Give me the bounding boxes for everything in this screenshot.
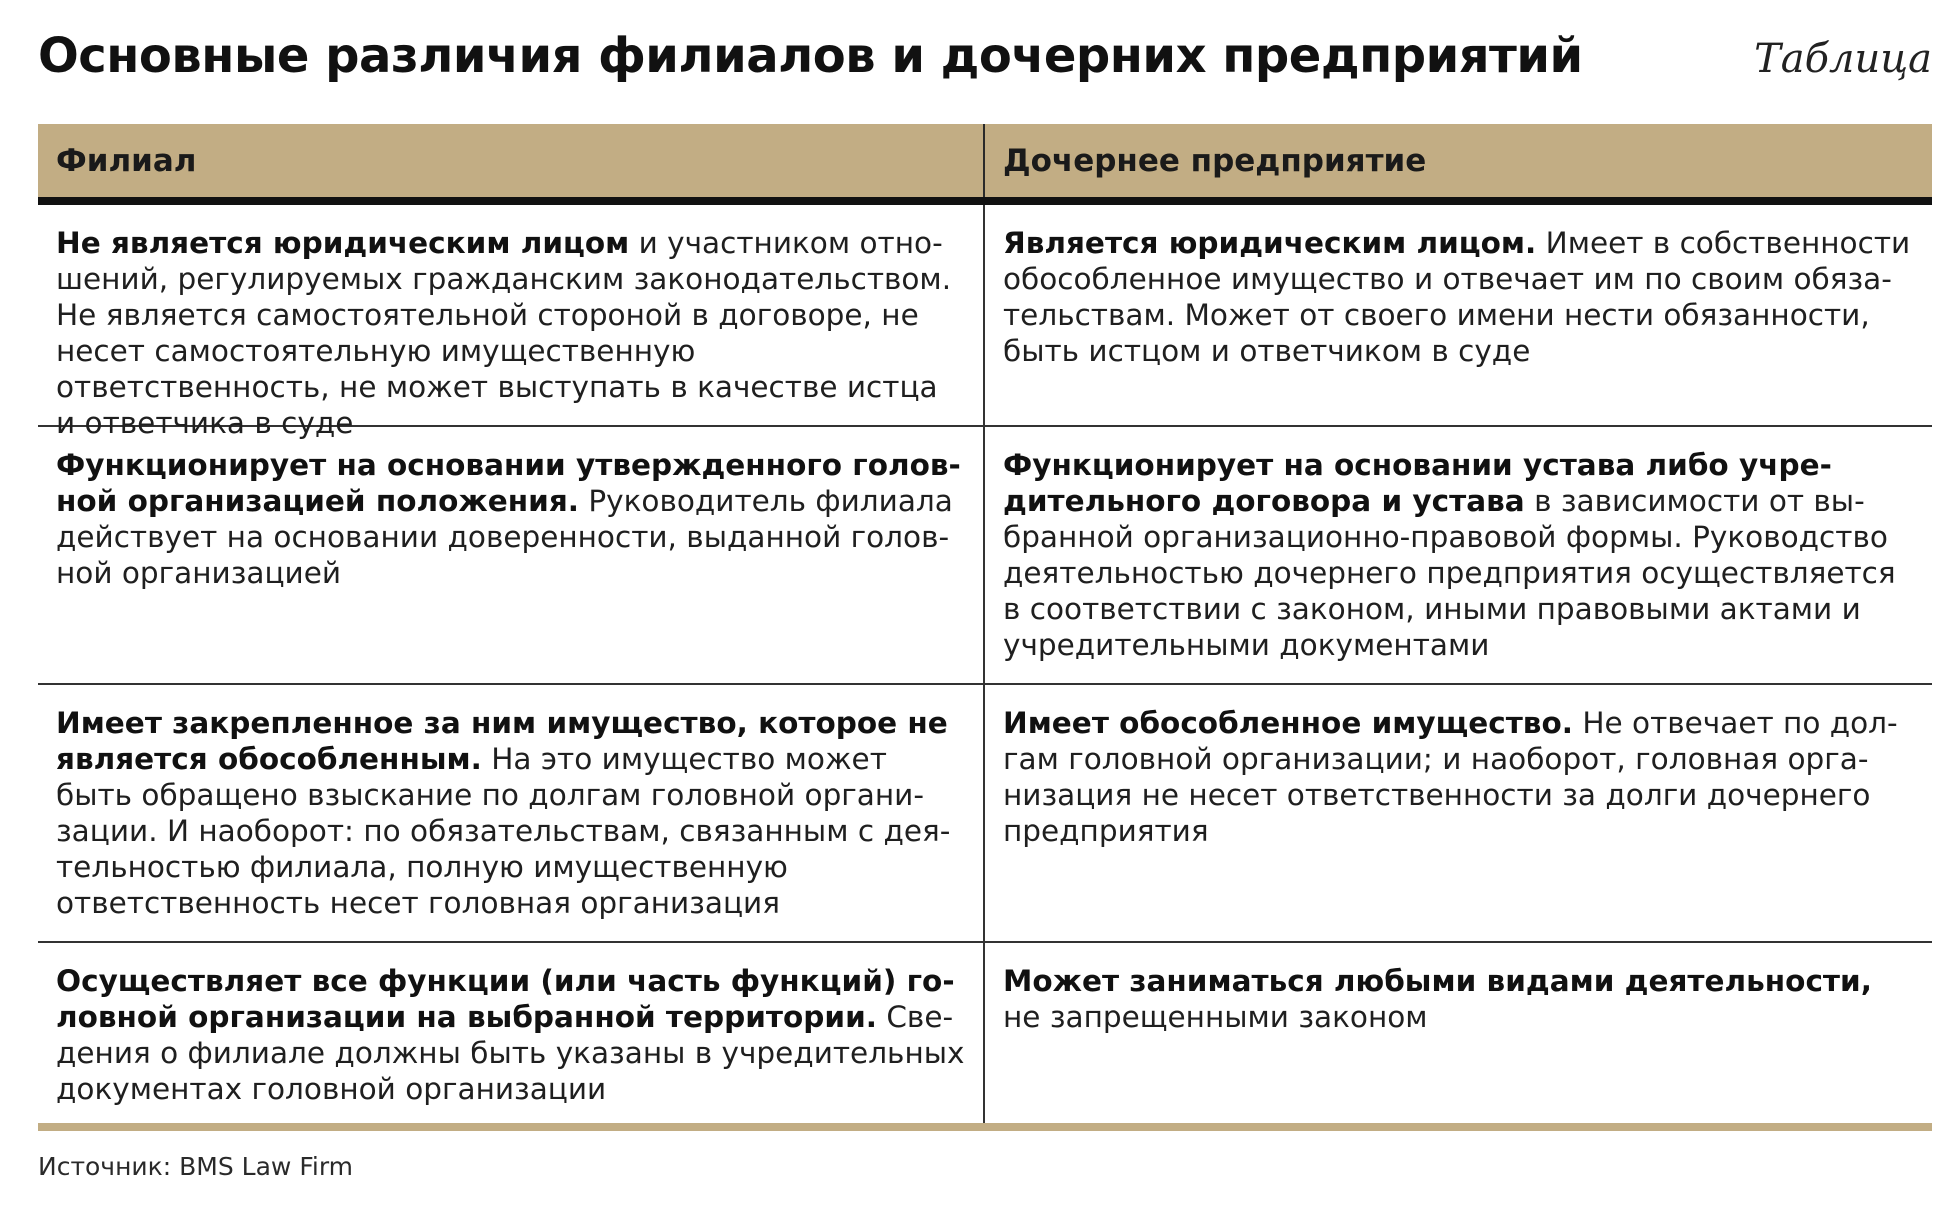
table-cell-subsidiary	[985, 685, 1932, 941]
cell-text: Сведения о филиале должны быть указаны в учредительных документах головной организации	[56, 1000, 965, 1106]
cell-bold-text: Осуществляет все функции (или часть функций) головной организации на выбранной территории.	[56, 964, 955, 1034]
column-header-subsidiary: Дочернее предприятие	[1003, 142, 1427, 179]
cell-text: Не отвечает по долгам головной организации; и наоборот, головная организация не несет ответственности за долги дочернего предприятия	[1003, 706, 1898, 848]
table-label: Таблица	[1754, 36, 1932, 82]
comparison-table	[38, 124, 1932, 1131]
cell-text: и участником отношений, регулируемых гражданским законодательством. Не является самостоятельной стороной в договоре, не несет самостоятельную имущественную ответственность, не может выступать в качестве истца и ответчика в суде	[56, 226, 952, 440]
cell-text: не запрещенными законом	[1003, 1000, 1428, 1034]
cell-bold-text: Является юридическим лицом.	[1003, 226, 1537, 260]
table-row	[38, 205, 1932, 440]
table-cell-subsidiary	[985, 427, 1932, 683]
document-page	[38, 20, 1932, 1181]
source-note: Источник: BMS Law Firm	[38, 1152, 354, 1181]
column-header-branch: Филиал	[38, 124, 985, 197]
table-row	[38, 427, 1932, 685]
cell-bold-text: Функционирует на основании устава либо учредительного договора и устава	[1003, 448, 1832, 518]
cell-bold-text: Имеет обособленное имущество.	[1003, 706, 1573, 740]
page-title: Основные различия филиалов и дочерних предприятий	[38, 28, 1583, 84]
header-row	[38, 20, 1932, 115]
cell-text: Руководитель филиала действует на основании доверенности, выданной головной организацией	[56, 484, 953, 590]
table-cell-branch	[38, 943, 985, 1123]
cell-text: Имеет в собственности обособленное имущество и отвечает им по своим обязательствам. Может от своего имени нести обязанности, быть истцом и ответчиком в суде	[1003, 226, 1911, 368]
cell-text: На это имущество может быть обращено взыскание по долгам головной организации. И наоборот: по обязательствам, связанным с деятельностью филиала, полную имущественную ответственность несет головная организация	[56, 742, 951, 920]
table-cell-branch	[38, 685, 985, 941]
table-cell-subsidiary	[985, 205, 1932, 425]
table-cell-subsidiary	[985, 943, 1932, 1123]
cell-bold-text: Может заниматься любыми видами деятельности,	[1003, 964, 1872, 998]
table-header-row	[38, 124, 1932, 205]
cell-bold-text: Имеет закрепленное за ним имущество, которое не является обособленным.	[56, 706, 948, 776]
cell-text: в зависимости от выбранной организационно-правовой формы. Руководство деятельностью дочернего предприятия осуществляется в соответствии с законом, иными правовыми актами и учредительными документами	[1003, 484, 1896, 662]
table-cell-branch	[38, 205, 985, 440]
table-row	[38, 685, 1932, 943]
cell-bold-text: Не является юридическим лицом	[56, 226, 630, 260]
table-row	[38, 943, 1932, 1131]
table-cell-branch	[38, 427, 985, 683]
cell-bold-text: Функционирует на основании утвержденного головной организацией положения.	[56, 448, 961, 518]
